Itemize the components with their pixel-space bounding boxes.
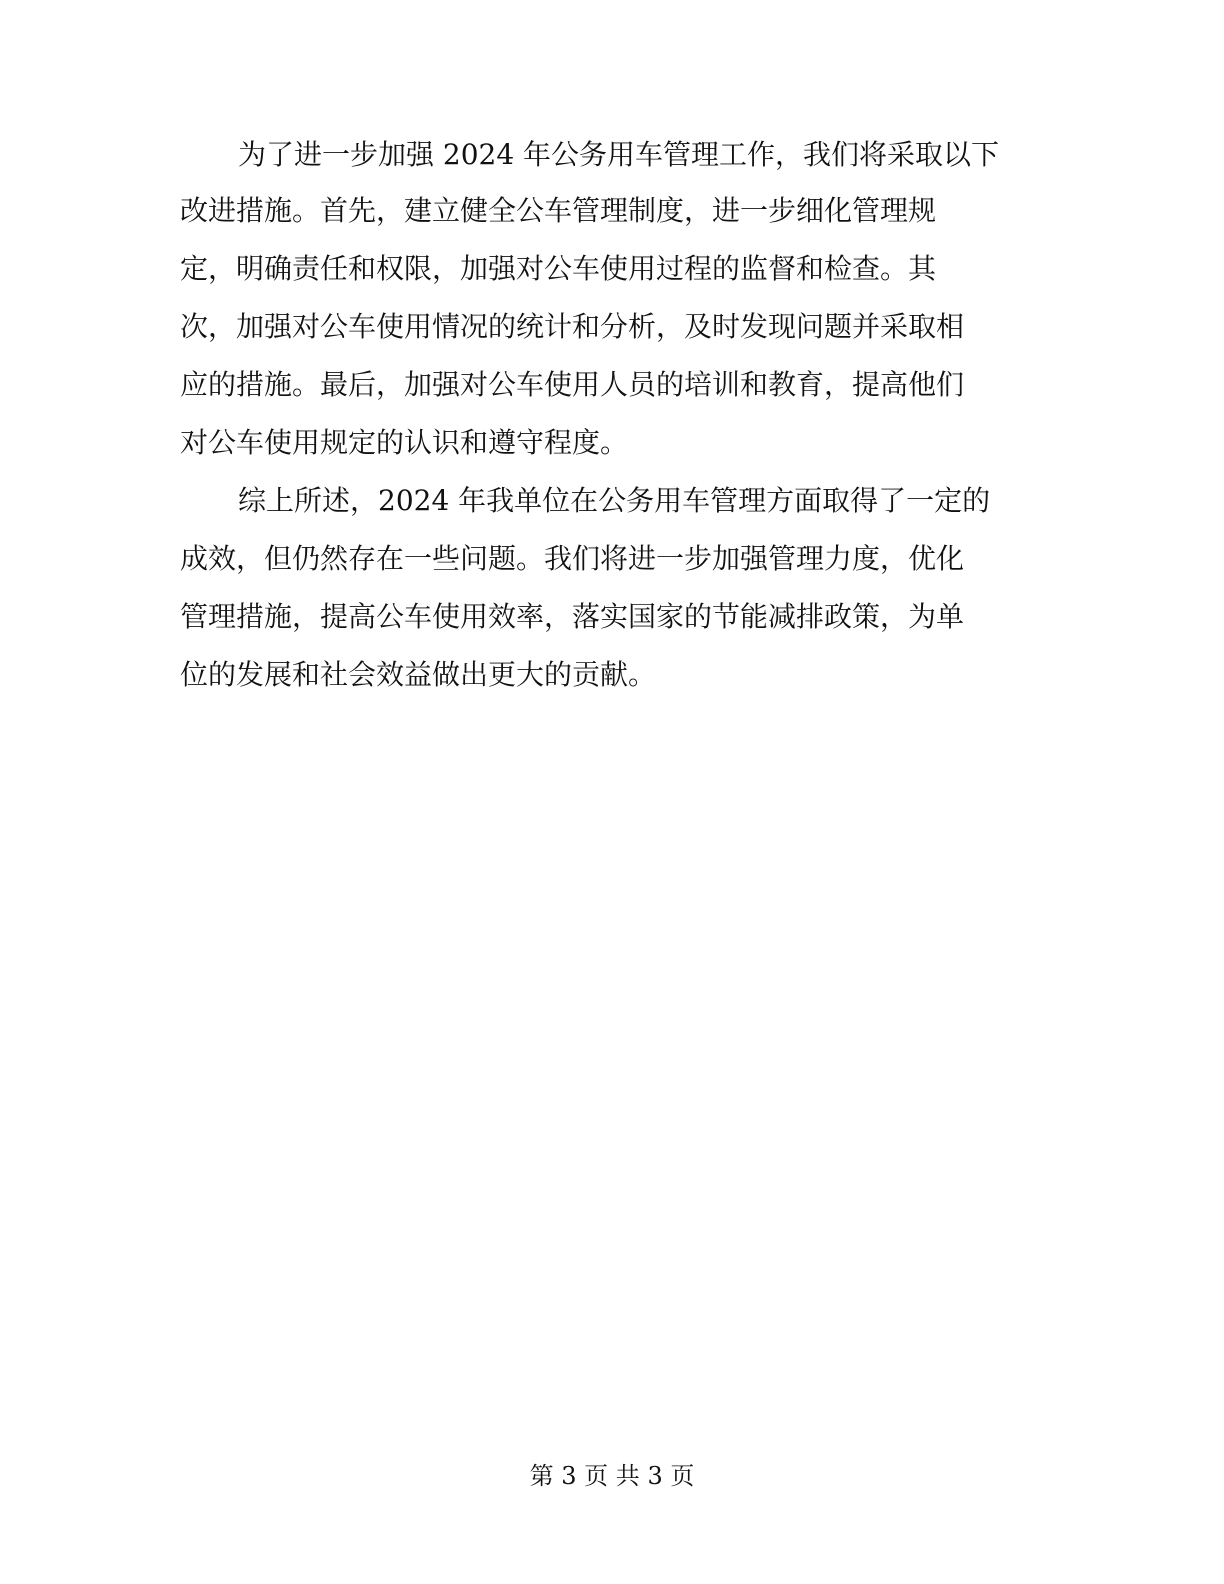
paragraph-line: 次，加强对公车使用情况的统计和分析，及时发现问题并采取相 (180, 310, 965, 343)
page-footer: 第 3 页 共 3 页 (529, 1462, 695, 1490)
paragraph-line: 为了进一步加强 2024 年公务用车管理工作，我们将采取以下 (238, 138, 1000, 171)
paragraph-line: 应的措施。最后，加强对公车使用人员的培训和教育，提高他们 (180, 368, 965, 401)
paragraph-line: 管理措施，提高公车使用效率，落实国家的节能减排政策，为单 (180, 600, 965, 633)
paragraph-line: 改进措施。首先，建立健全公车管理制度，进一步细化管理规 (180, 194, 937, 227)
paragraph-line: 位的发展和社会效益做出更大的贡献。 (180, 658, 657, 691)
paragraph-line: 综上所述，2024 年我单位在公务用车管理方面取得了一定的 (238, 484, 991, 517)
paragraph-line: 定，明确责任和权限，加强对公车使用过程的监督和检查。其 (180, 252, 937, 285)
paragraph-line: 成效，但仍然存在一些问题。我们将进一步加强管理力度，优化 (180, 542, 965, 575)
paragraph-line: 对公车使用规定的认识和遵守程度。 (180, 426, 629, 459)
